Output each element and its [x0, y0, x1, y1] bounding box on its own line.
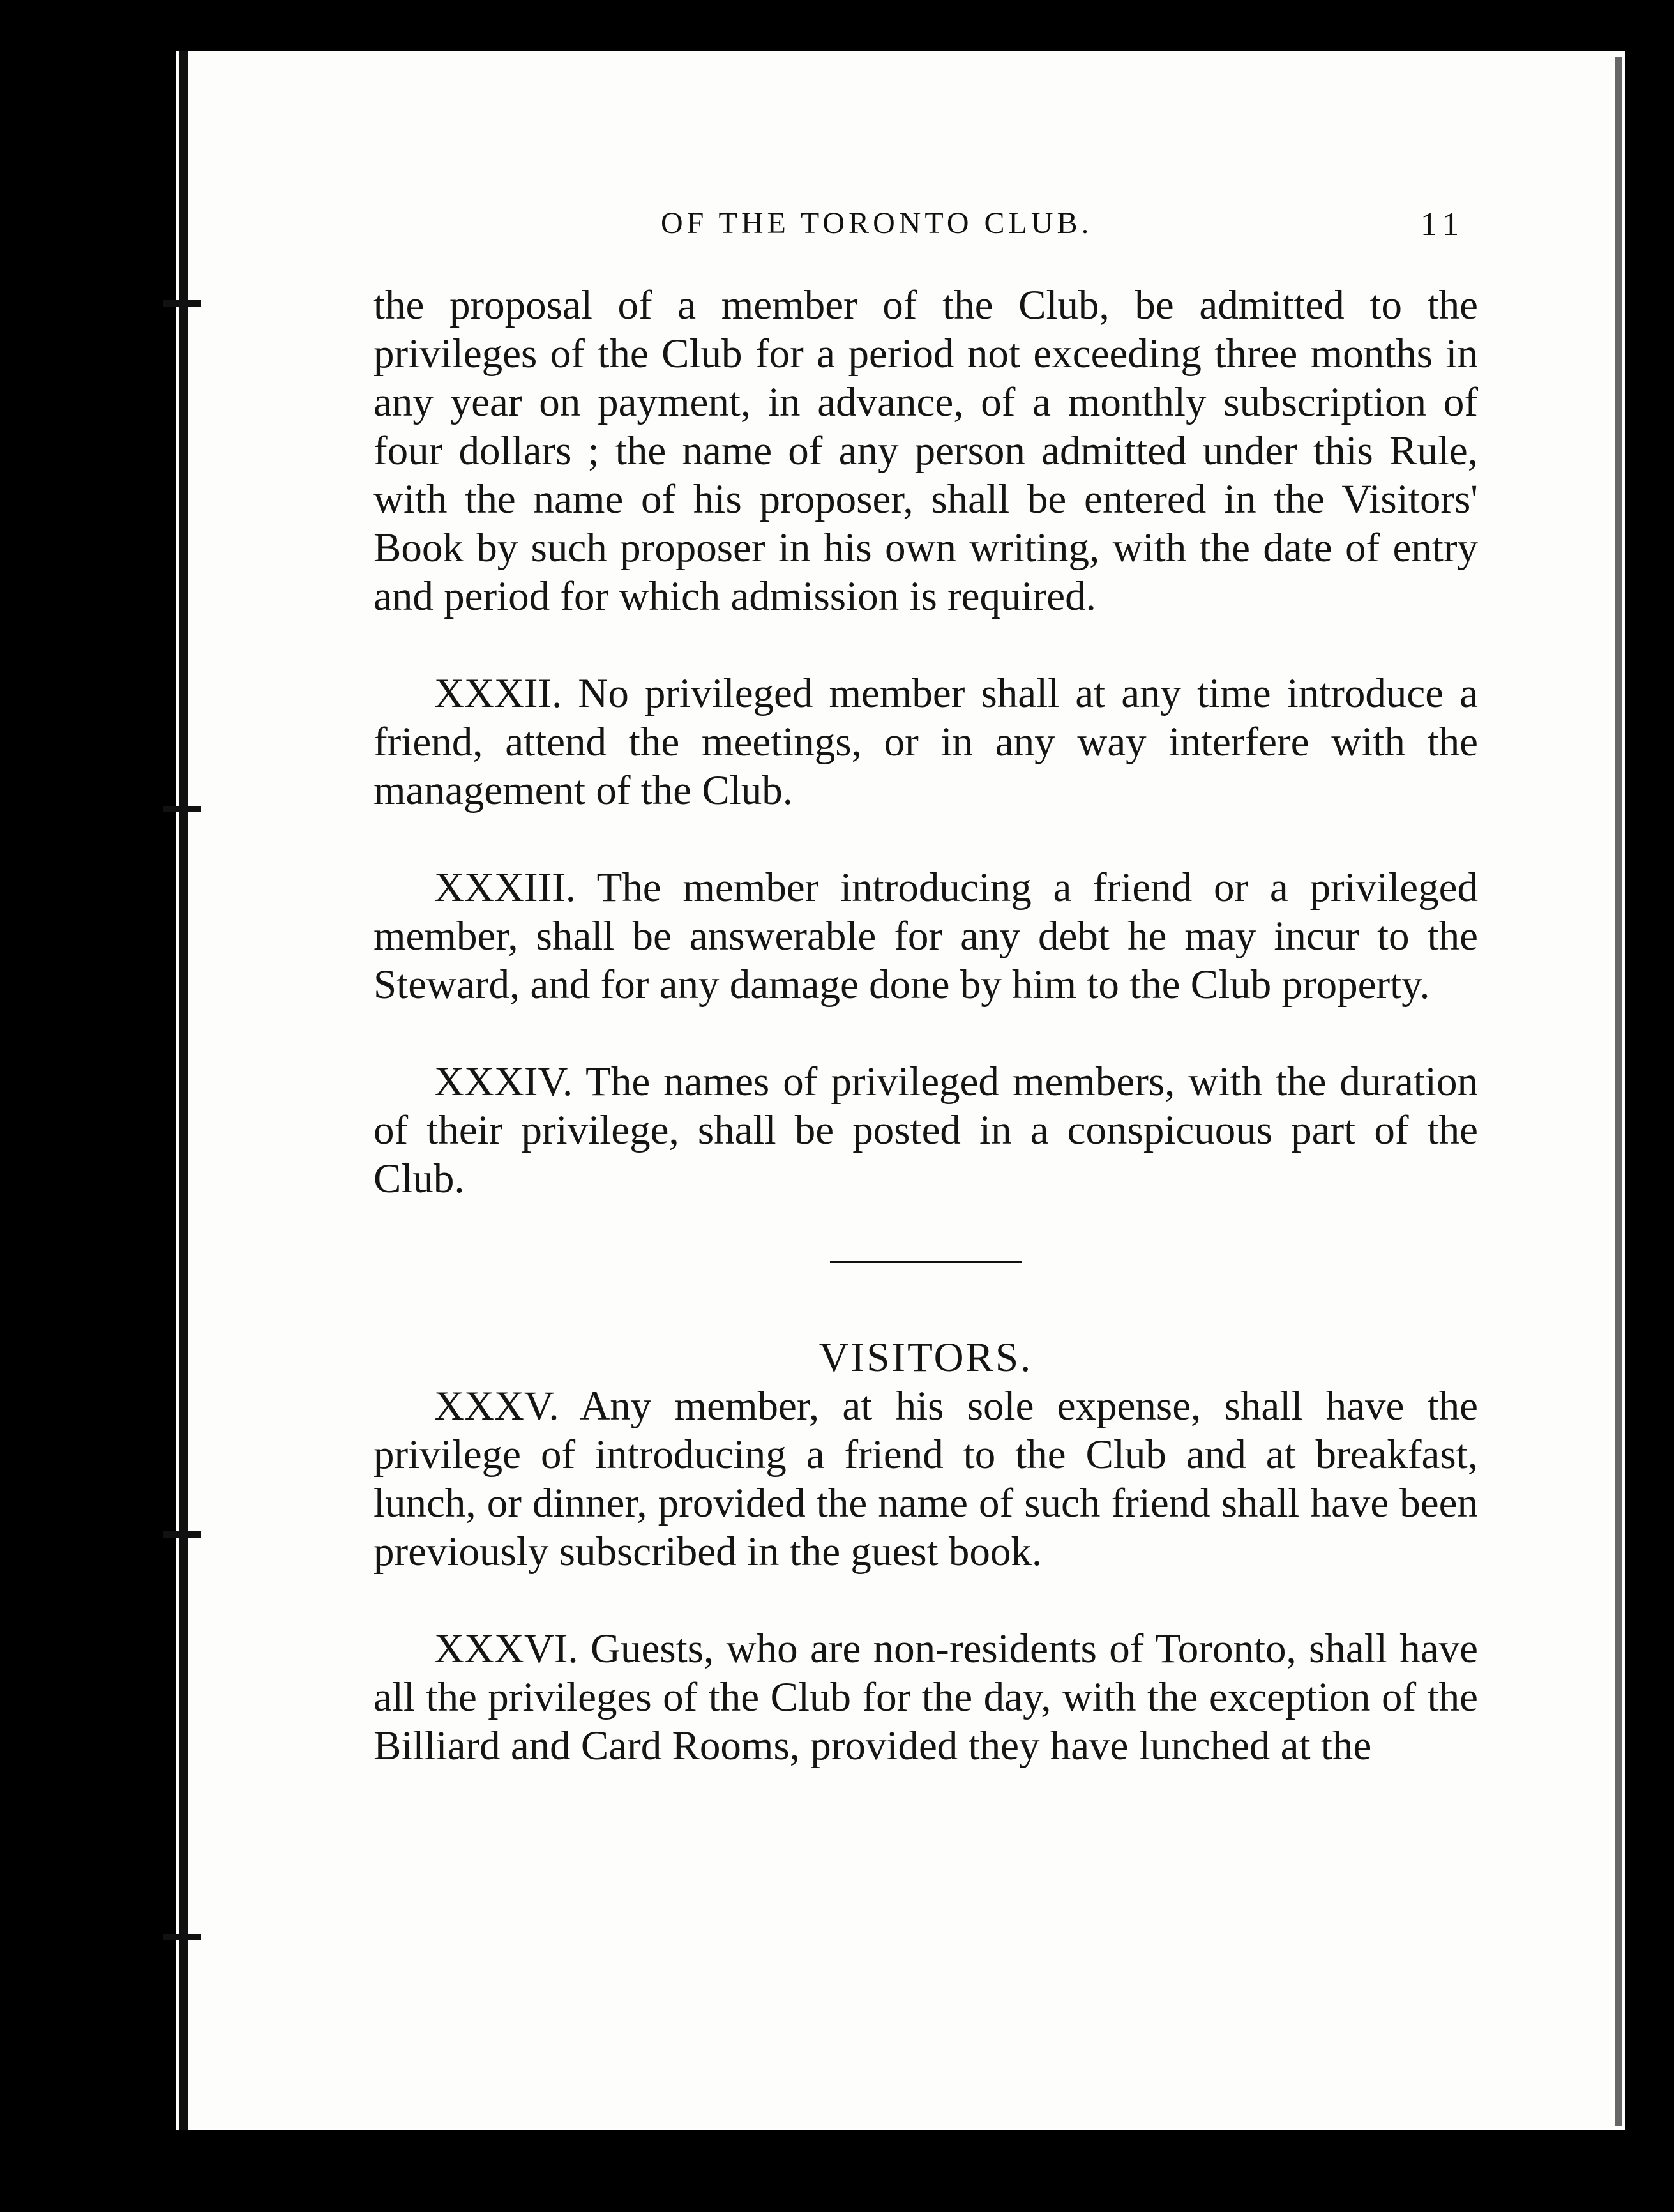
section-title: VISITORS. [818, 1335, 1033, 1381]
page-right-edge [1615, 57, 1622, 2126]
binding-stitch [163, 1934, 201, 1940]
continued-paragraph: the proposal of a member of the Club, be admitted to the privileges of the Club for a period not exceeding three months in any year on payment, in advance, of a monthly subscription of four dollars ; the name of any person admitted under this Rule, with the name of his proposer, shall be entered in the Visitors' Book by such proposer in his own writing, with the date of entry and period for which admission is required. [373, 282, 1478, 619]
binding-stitch [163, 806, 201, 812]
rule-xxxii: XXXII. No privileged member shall at any time introduce a friend, attend the meetings, or in any way interfere with the management of the Club. [373, 670, 1478, 814]
rule-xxxv: XXXV. Any member, at his sole expense, shall have the privilege of introducing a friend to the Club and at breakfast, lunch, or dinner, provided the name of such friend shall have been previously subscribed in the guest book. [373, 1383, 1478, 1575]
running-header: OF THE TORONTO CLUB. [661, 206, 1093, 240]
section-divider [830, 1261, 1022, 1263]
page-binding [179, 51, 188, 2130]
binding-stitch [163, 300, 201, 307]
rule-xxxiv: XXXIV. The names of privileged members, with the duration of their privilege, shall be posted in a conspicuous part of the Club. [373, 1059, 1478, 1202]
rule-xxxvi: XXXVI. Guests, who are non-residents of Toronto, shall have all the privileges of the Club for the day, with the exception of the Billiard and Card Rooms, provided they have lunched at the [373, 1626, 1478, 1769]
binding-stitch [163, 1531, 201, 1538]
rule-xxxiii: XXXIII. The member introducing a friend or a privileged member, shall be answerable for any debt he may incur to the Steward, and for any damage done by him to the Club property. [373, 865, 1478, 1008]
page-number: 11 [1421, 206, 1466, 243]
page-body [373, 281, 1478, 1770]
